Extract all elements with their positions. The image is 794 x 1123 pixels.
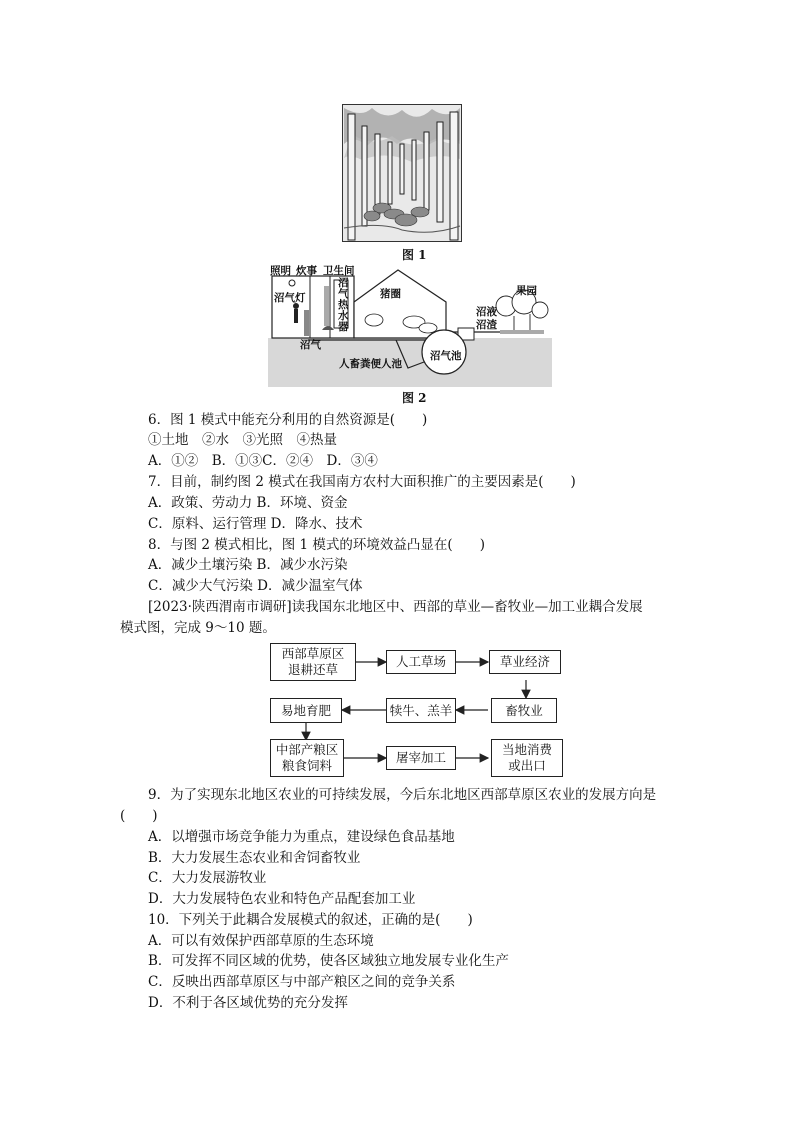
box-central-grain <box>270 739 344 777</box>
box-west-grassland <box>270 643 356 681</box>
box-artificial-grassland: 人工草场 <box>386 650 456 674</box>
heater-char: 热 <box>338 299 349 311</box>
label-manure-inlet: 人畜粪便人池 <box>339 358 402 370</box>
q9-option-a: A．以增强市场竞争能力为重点，建设绿色食品基地 <box>148 829 455 845</box>
label-orchard: 果园 <box>516 285 537 297</box>
figure1-caption: 图 1 <box>402 248 427 262</box>
box-fertilize: 易地育肥 <box>270 698 342 723</box>
q9-stem-line2: ( ) <box>120 808 158 824</box>
box-grass-economy: 草业经济 <box>489 650 561 674</box>
box-consume-export <box>491 739 563 777</box>
label-pigsty: 猪圈 <box>380 288 401 300</box>
figure2-caption: 图 2 <box>402 391 427 405</box>
label-digester: 沼气池 <box>430 350 462 362</box>
q6-items: ①土地 ②水 ③光照 ④热量 <box>148 432 337 448</box>
q7-options-ab: A．政策、劳动力 B．环境、资金 <box>148 495 348 511</box>
box-consume-export-line1: 当地消费 <box>501 742 552 757</box>
label-slurry: 沼液 <box>476 306 497 318</box>
q9-option-c: C．大力发展游牧业 <box>148 870 267 886</box>
q9-stem-line1: 9．为了实现东北地区农业的可持续发展，今后东北地区西部草原区农业的发展方向是 <box>148 787 657 803</box>
label-lighting: 照明 <box>270 265 291 277</box>
box-central-grain-line2: 粮食饲料 <box>281 758 332 773</box>
box-cattle-sheep: 犊牛、羔羊 <box>386 698 456 723</box>
heater-char: 器 <box>338 321 349 333</box>
box-central-grain-line1: 中部产粮区 <box>275 742 339 757</box>
box-west-grassland-line2: 退耕还草 <box>287 662 338 677</box>
label-biogas-lamp: 沼气灯 <box>274 292 306 304</box>
q9-option-b: B．大力发展生态农业和舍饲畜牧业 <box>148 850 361 866</box>
box-slaughter: 屠宰加工 <box>386 746 456 770</box>
label-residue: 沼渣 <box>476 319 497 331</box>
heater-char: 气 <box>338 288 349 300</box>
heater-char: 水 <box>338 310 349 322</box>
q6-stem: 6．图 1 模式中能充分利用的自然资源是( ) <box>148 412 428 428</box>
q10-option-b: B．可发挥不同区域的优势，使各区域独立地发展专业化生产 <box>148 953 509 969</box>
q8-options-cd: C．减少大气污染 D．减少温室气体 <box>148 578 363 594</box>
q10-option-c: C．反映出西部草原区与中部产粮区之间的竞争关系 <box>148 974 456 990</box>
heater-char: 沼 <box>338 277 349 289</box>
q10-option-d: D．不利于各区域优势的充分发挥 <box>148 995 348 1011</box>
label-biogas: 沼气 <box>300 339 321 351</box>
figure1-image <box>342 104 462 242</box>
figure2-diagram <box>268 262 552 387</box>
box-west-grassland-line1: 西部草原区 <box>281 646 345 661</box>
q7-stem: 7．目前，制约图 2 模式在我国南方农村大面积推广的主要因素是( ) <box>148 474 576 490</box>
q8-stem: 8．与图 2 模式相比，图 1 模式的环境效益凸显在( ) <box>148 537 485 553</box>
q10-stem: 10．下列关于此耦合发展模式的叙述，正确的是( ) <box>148 912 473 928</box>
intro-line1: [2023·陕西渭南市调研]读我国东北地区中、西部的草业—畜牧业—加工业耦合发展 <box>148 599 643 615</box>
label-heater <box>338 278 350 333</box>
q8-options-ab: A．减少土壤污染 B．减少水污染 <box>148 557 348 573</box>
box-consume-export-line2: 或出口 <box>508 758 546 773</box>
q7-options-cd: C．原料、运行管理 D．降水、技术 <box>148 516 363 532</box>
q9-option-d: D．大力发展特色农业和特色产品配套加工业 <box>148 891 416 907</box>
label-cooking: 炊事 <box>296 265 317 277</box>
q6-options: A．①② B．①③C．②④ D．③④ <box>148 453 378 469</box>
box-livestock: 畜牧业 <box>491 698 557 723</box>
q10-option-a: A．可以有效保护西部草原的生态环境 <box>148 933 374 949</box>
intro-line2: 模式图，完成 9～10 题。 <box>120 620 276 636</box>
label-toilet: 卫生间 <box>323 265 355 277</box>
